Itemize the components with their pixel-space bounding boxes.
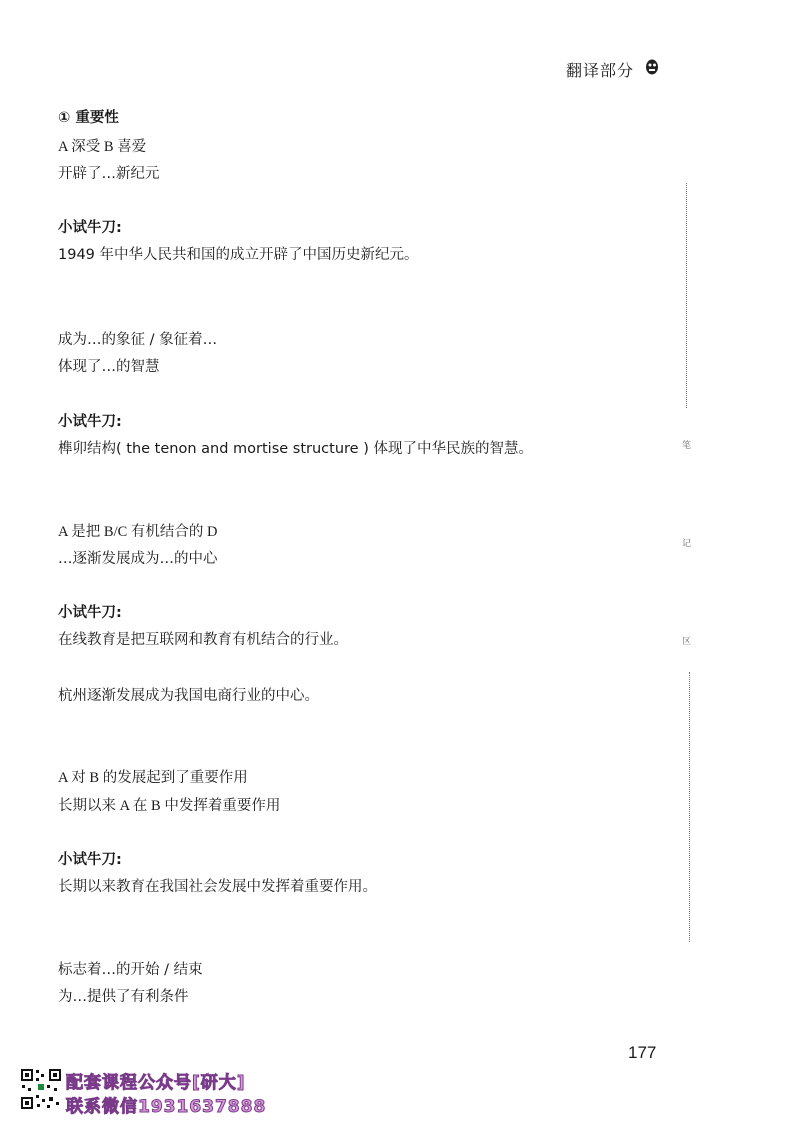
mascot-icon (645, 58, 659, 76)
practice-sentence: 杭州逐渐发展成为我国电商行业的中心。 (58, 688, 319, 704)
phrase-line: …逐渐发展成为…的中心 (58, 551, 218, 567)
phrase-line: A 深受 B 喜爱 (58, 139, 147, 155)
page-number: 177 (628, 1043, 657, 1062)
practice-sentence: 榫卯结构( the tenon and mortise structure ) 体现了中华民族的智慧。 (58, 441, 533, 457)
notes-divider (686, 183, 687, 408)
notes-label-char: 笔 (682, 441, 692, 451)
phrase-line: A 对 B 的发展起到了重要作用 (58, 770, 248, 786)
notes-label-char: 区 (682, 637, 692, 647)
qr-code-icon (20, 1068, 62, 1110)
phrase-line: 标志着…的开始 / 结束 (58, 962, 203, 978)
practice-sentence: 1949 年中华人民共和国的成立开辟了中国历史新纪元。 (58, 247, 419, 263)
practice-sentence: 长期以来教育在我国社会发展中发挥着重要作用。 (58, 879, 377, 895)
practice-heading: 小试牛刀: (58, 414, 122, 430)
phrase-line: 开辟了…新纪元 (58, 166, 160, 182)
practice-heading: 小试牛刀: (58, 605, 122, 621)
practice-heading: 小试牛刀: (58, 852, 122, 868)
phrase-line: 为…提供了有利条件 (58, 989, 189, 1005)
practice-sentence: 在线教育是把互联网和教育有机结合的行业。 (58, 632, 348, 648)
notes-divider (689, 672, 690, 942)
section-heading: ① 重要性 (58, 110, 119, 126)
phrase-line: A 是把 B/C 有机结合的 D (58, 524, 218, 540)
promo-line: 联系微信1931637888 (66, 1097, 267, 1117)
practice-heading: 小试牛刀: (58, 220, 122, 236)
phrase-line: 体现了…的智慧 (58, 359, 160, 375)
phrase-line: 长期以来 A 在 B 中发挥着重要作用 (58, 798, 281, 814)
phrase-line: 成为…的象征 / 象征着… (58, 332, 218, 348)
notes-label-char: 记 (682, 539, 692, 549)
promo-line: 配套课程公众号[研大] (66, 1073, 246, 1093)
section-title: 翻译部分 (566, 61, 635, 80)
